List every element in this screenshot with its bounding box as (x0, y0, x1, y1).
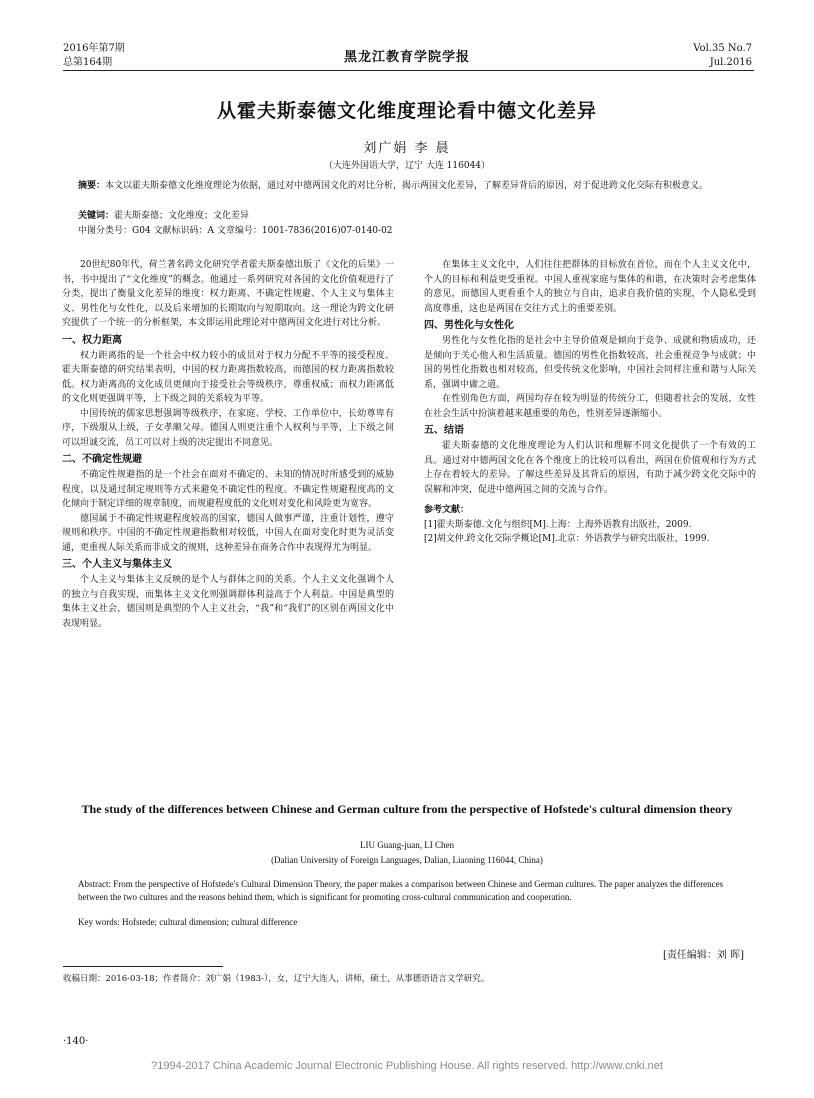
paragraph: 20世纪80年代，荷兰著名跨文化研究学者霍夫斯泰德出版了《文化的后果》一书，书中提出了“文化维度”的概念。他通过一系列研究对各国的文化价值观进行了分类，提出了衡量文化差异的维度：权力距离、不确定性规避、个人主义与集体主义、男性化与女性化，以及后来增加的长期取向与短期取向。这一理论为跨文化研究提供了一个统一的分析框架，本文即运用此理论对中德两国文化进行对比分析。 (62, 260, 394, 328)
article-affiliation: （大连外国语大学，辽宁 大连 116044） (323, 161, 491, 171)
left-column (62, 258, 394, 631)
section-heading: 五、结语 (424, 425, 464, 436)
paragraph: 在性别角色方面，两国均存在较为明显的传统分工，但随着社会的发展，女性在社会生活中扮演着越来越重要的角色，性别差异逐渐缩小。 (424, 394, 756, 419)
keywords-text: 霍夫斯泰德；文化维度；文化差异 (114, 211, 250, 221)
abstract (78, 180, 738, 193)
english-authors: LIU Guang-juan, LI Chen (360, 840, 454, 850)
section-heading: 二、不确定性规避 (62, 454, 142, 465)
keywords-label: 关键词： (78, 211, 115, 221)
paragraph: 不确定性规避指的是一个社会在面对不确定的、未知的情况时所感受到的威胁程度，以及通过制定规则等方式来避免不确定性的程度。不确定性规避程度高的文化倾向于制定详细的规章制度，而规避程度低的文化则对变化和风险更为宽容。 (62, 470, 394, 509)
paragraph: 个人主义与集体主义反映的是个人与群体之间的关系。个人主义文化强调个人的独立与自我实现，而集体主义文化则强调群体利益高于个人利益。中国是典型的集体主义社会，德国则是典型的个人主义社会，“我”和“我们”的区别在两国文化中表现明显。 (62, 575, 394, 629)
references-list (424, 518, 756, 547)
journal-name: 黑龙江教育学院学报 (343, 50, 470, 65)
right-column (424, 258, 756, 547)
paragraph: 霍夫斯泰德的文化维度理论为人们认识和理解不同文化提供了一个有效的工具。通过对中德两国文化在各个维度上的比较可以看出，两国在价值观和行为方式上存在着较大的差异。了解这些差异及其背后的原因，有助于减少跨文化交际中的误解和冲突，促进中德两国之间的交流与合作。 (424, 441, 756, 495)
paragraph: 男性化与女性化指的是社会中主导价值观是倾向于竞争、成就和物质成功，还是倾向于关心他人和生活质量。德国的男性化指数较高，社会重视竞争与成就；中国的男性化指数也相对较高，但受传统文化影响，中国社会同样注重和谐与人际关系，强调中庸之道。 (424, 336, 756, 390)
paragraph: 权力距离指的是一个社会中权力较小的成员对于权力分配不平等的接受程度。霍夫斯泰德的研究结果表明，中国的权力距离指数较高，而德国的权力距离指数较低。权力距离高的文化成员更倾向于接受社会等级秩序，尊重权威；而权力距离低的文化则更强调平等，上下级之间的关系较为平等。 (62, 350, 394, 404)
english-affiliation: (Dalian University of Foreign Languages, Dalian, Liaoning 116044, China) (271, 855, 543, 865)
header-volume-number: Vol.35 No.7 (693, 43, 752, 54)
references (424, 503, 756, 547)
paragraph: 在集体主义文化中，人们往往把群体的目标放在首位，而在个人主义文化中，个人的目标和利益更受重视。中国人重视家庭与集体的和谐，在决策时会考虑集体的意见，而德国人更看重个人的独立与自由，追求自我价值的实现，个人隐私受到高度尊重，这也是两国在交往方式上的重要差别。 (424, 260, 756, 314)
footnote-rule (63, 966, 223, 967)
editor-note: [责任编辑：刘 晖] (663, 950, 744, 961)
references-heading: 参考文献： (424, 505, 470, 515)
header-volume (693, 42, 752, 70)
english-title: The study of the differences between Chinese and German culture from the perspective of Hofstede's cultural dimension theory (81, 802, 733, 816)
footnote: 收稿日期：2016-03-18；作者简介：刘广娟（1983-），女，辽宁大连人，讲师，硕士，从事德语语言文学研究。 (63, 974, 490, 984)
header-volume-date: Jul.2016 (709, 57, 752, 68)
section-heading: 四、男性化与女性化 (424, 320, 514, 331)
abstract-text: 本文以霍夫斯泰德文化维度理论为依据，通过对中德两国文化的对比分析，揭示两国文化差异，了解差异背后的原因，对于促进跨文化交际有积极意义。 (105, 181, 709, 191)
header-rule (63, 70, 754, 71)
reference-item: [1]霍夫斯泰德.文化与组织[M].上海：上海外语教育出版社，2009. (424, 519, 692, 530)
classification-line: 中图分类号：G04 文献标识码：A 文章编号：1001-7836(2016)07-0140-02 (78, 226, 393, 236)
right-column-body (424, 258, 756, 497)
header-issue-total: 总第164期 (63, 57, 113, 68)
reference-item: [2]胡文仲.跨文化交际学概论[M].北京：外语教学与研究出版社，1999. (424, 534, 710, 544)
section-heading: 一、权力距离 (62, 334, 122, 346)
abstract-label: 摘要： (78, 181, 106, 191)
english-keywords: Key words: Hofstede; cultural dimension; cultural difference (78, 917, 298, 927)
paragraph: 中国传统的儒家思想强调等级秩序，在家庭、学校、工作单位中，长幼尊卑有序，下级服从上级，子女孝顺父母。德国人则更注重个人权利与平等，上下级之间可以坦诚交流，员工可以对上级的决定提出不同意见。 (62, 408, 394, 448)
header-issue-year: 2016年第7期 (63, 43, 125, 54)
paragraph: 德国属于不确定性规避程度较高的国家，德国人做事严谨，注重计划性，遵守规则和秩序。中国的不确定性规避指数相对较低，中国人在面对变化时更为灵活变通，更重视人际关系而非成文的规则，这种差异在商务合作中表现得尤为明显。 (62, 513, 394, 553)
article-title: 从霍夫斯泰德文化维度理论看中德文化差异 (216, 100, 597, 122)
english-abstract: Abstract: From the perspective of Hofstede's Cultural Dimension Theory, the paper makes a comparison between Chinese and German cultures. The paper analyzes the differences between the two cultures and the reasons behind them, which is significant for promoting cross-cultural communication and cooperation. (78, 879, 724, 902)
cnki-footer: ?1994-2017 China Academic Journal Electronic Publishing House. All rights reserved. http://www.cnki.net (151, 1060, 663, 1072)
article-authors: 刘广娟 李 晨 (363, 141, 451, 156)
section-heading: 三、个人主义与集体主义 (62, 559, 172, 570)
keywords (78, 210, 738, 223)
page-number: ·140· (63, 1036, 89, 1047)
